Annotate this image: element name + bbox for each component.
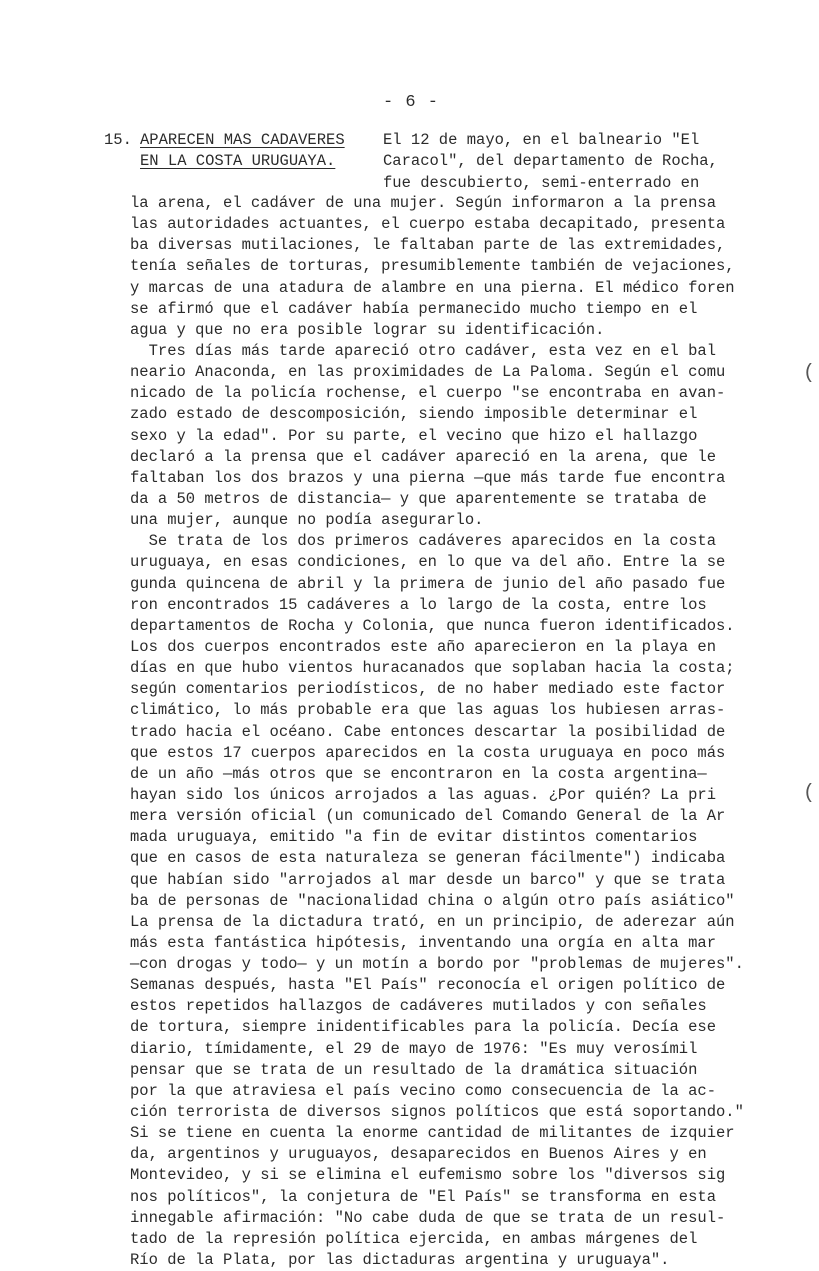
body-line: ción terrorista de diversos signos políticos que está soportando." — [130, 1103, 744, 1122]
section-heading — [104, 130, 345, 172]
body-line: pensar que se trata de un resultado de la dramática situación — [130, 1060, 698, 1079]
body-line: que estos 17 cuerpos aparecidos en la costa uruguaya en poco más — [130, 743, 726, 762]
body-line: sexo y la edad". Por su parte, el vecino que hizo el hallazgo — [130, 426, 698, 445]
body-line: la arena, el cadáver de una mujer. Según informaron a la prensa — [130, 194, 716, 212]
body-line: por la que atraviesa el país vecino como consecuencia de la ac- — [130, 1081, 716, 1100]
page-number: - 6 - — [383, 93, 440, 112]
body-line: diario, tímidamente, el 29 de mayo de 1976: "Es muy verosímil — [130, 1039, 698, 1058]
body-line: Río de la Plata, por las dictaduras argentina y uruguaya". — [130, 1251, 670, 1270]
section-title-line-2: EN LA COSTA URUGUAYA. — [140, 152, 336, 170]
body-line: faltaban los dos brazos y una pierna —que más tarde fue encontra — [130, 468, 726, 487]
body-line: nicado de la policía rochense, el cuerpo "se encontraba en avan- — [130, 384, 726, 403]
body-line: se afirmó que el cadáver había permanecido mucho tiempo en el — [130, 299, 698, 318]
body-line: nos políticos", la conjetura de "El País" se transforma en esta — [130, 1187, 716, 1206]
section-title-line-1: APARECEN MAS CADAVERES — [140, 131, 345, 149]
intro-paragraph — [383, 130, 718, 194]
intro-line: El 12 de mayo, en el balneario "El — [383, 131, 700, 149]
body-line: departamentos de Rocha y Colonia, que nunca fueron identificados. — [130, 616, 735, 635]
body-line: climático, lo más probable era que las aguas los hubiesen arras- — [130, 701, 726, 720]
body-line: Los dos cuerpos encontrados este año aparecieron en la playa en — [130, 637, 716, 656]
margin-bracket-mark: ( — [803, 782, 816, 805]
body-line: Se trata de los dos primeros cadáveres aparecidos en la costa — [130, 532, 716, 551]
margin-bracket-mark: ( — [803, 362, 816, 385]
body-line: —con drogas y todo— y un motín a bordo por "problemas de mujeres". — [130, 955, 744, 974]
body-line: más esta fantástica hipótesis, inventando una orgía en alta mar — [130, 933, 716, 952]
body-line: mera versión oficial (un comunicado del Comando General de la Ar — [130, 807, 726, 826]
body-line: agua y que no era posible lograr su identificación. — [130, 320, 605, 339]
body-text — [130, 193, 744, 1271]
body-line: La prensa de la dictadura trató, en un principio, de aderezar aún — [130, 912, 735, 931]
section-number: 15. — [104, 131, 132, 149]
body-line: hayan sido los únicos arrojados a las aguas. ¿Por quién? La pri — [130, 785, 716, 804]
body-line: da, argentinos y uruguayos, desaparecidos en Buenos Aires y en — [130, 1145, 707, 1164]
body-line: Si se tiene en cuenta la enorme cantidad de militantes de izquier — [130, 1124, 735, 1143]
body-line: ron encontrados 15 cadáveres a lo largo de la costa, entre los — [130, 595, 707, 614]
body-line: mada uruguaya, emitido "a fin de evitar distintos comentarios — [130, 828, 698, 847]
body-line: neario Anaconda, en las proximidades de La Paloma. Según el comu — [130, 363, 726, 382]
body-line: de un año —más otros que se encontraron en la costa argentina— — [130, 764, 707, 783]
body-line: innegable afirmación: "No cabe duda de que se trata de un resul- — [130, 1208, 726, 1227]
body-line: zado estado de descomposición, siendo imposible determinar el — [130, 405, 698, 424]
body-line: días en que hubo vientos huracanados que soplaban hacia la costa; — [130, 659, 735, 678]
body-line: Tres días más tarde apareció otro cadáver, esta vez en el bal — [130, 341, 716, 360]
body-line: tenía señales de torturas, presumiblemente también de vejaciones, — [130, 257, 735, 276]
body-line: de tortura, siempre inidentificables para la policía. Decía ese — [130, 1018, 716, 1037]
body-line: las autoridades actuantes, el cuerpo estaba decapitado, presenta — [130, 215, 726, 234]
intro-line: Caracol", del departamento de Rocha, — [383, 152, 718, 171]
body-line: gunda quincena de abril y la primera de junio del año pasado fue — [130, 574, 726, 593]
body-line: según comentarios periodísticos, de no haber mediado este factor — [130, 680, 726, 699]
intro-line: fue descubierto, semi-enterrado en — [383, 173, 700, 192]
body-line: da a 50 metros de distancia— y que aparentemente se trataba de — [130, 489, 707, 508]
body-line: ba de personas de "nacionalidad china o algún otro país asiático" — [130, 891, 735, 910]
body-line: ba diversas mutilaciones, le faltaban parte de las extremidades, — [130, 236, 726, 255]
body-line: y marcas de una atadura de alambre en una pierna. El médico foren — [130, 278, 735, 297]
body-line: tado de la represión política ejercida, en ambas márgenes del — [130, 1229, 698, 1248]
body-line: uruguaya, en esas condiciones, en lo que va del año. Entre la se — [130, 553, 726, 572]
body-line: estos repetidos hallazgos de cadáveres mutilados y con señales — [130, 997, 707, 1016]
body-line: Semanas después, hasta "El País" reconocía el origen político de — [130, 976, 726, 995]
body-line: Montevideo, y si se elimina el eufemismo sobre los "diversos sig — [130, 1166, 726, 1185]
body-line: una mujer, aunque no podía asegurarlo. — [130, 511, 484, 530]
body-line: que habían sido "arrojados al mar desde un barco" y que se trata — [130, 870, 726, 889]
body-line: que en casos de esta naturaleza se generan fácilmente") indicaba — [130, 849, 726, 868]
body-line: declaró a la prensa que el cadáver apareció en la arena, que le — [130, 447, 716, 466]
body-line: trado hacia el océano. Cabe entonces descartar la posibilidad de — [130, 722, 726, 741]
